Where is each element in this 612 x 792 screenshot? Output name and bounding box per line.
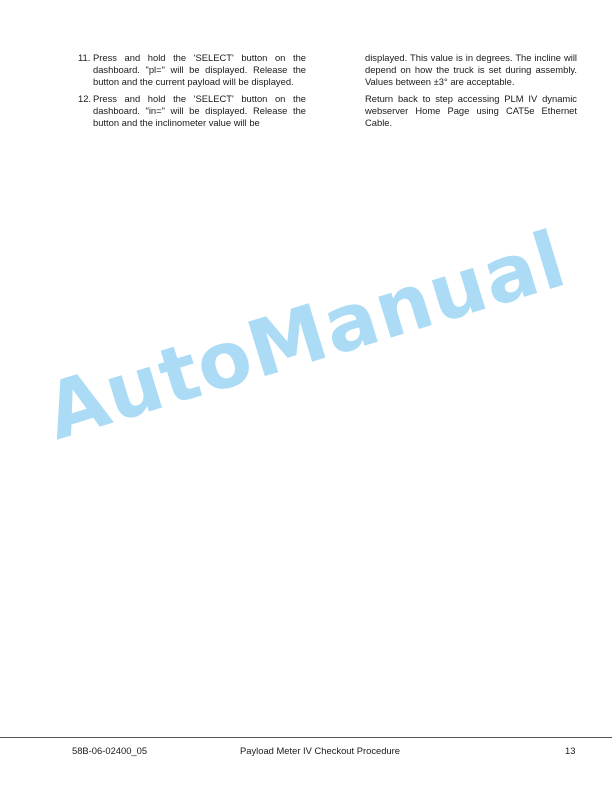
footer-title: Payload Meter IV Checkout Procedure (240, 745, 400, 756)
left-column (78, 52, 306, 135)
footer-doc-number: 58B-06-02400_05 (72, 745, 148, 756)
step-number: 12. (78, 93, 92, 105)
step-number: 11. (78, 52, 91, 63)
watermark: AutoManual (35, 214, 576, 458)
procedure-step-11 (78, 52, 306, 87)
step-text: Press and hold the 'SELECT' button on the dashboard. "pl=" will be displayed. Release the button and the current payload will be displayed. (93, 52, 306, 87)
footer-page-number: 13 (565, 745, 576, 756)
procedure-step-12 (78, 93, 306, 128)
footer-divider (0, 737, 612, 738)
return-note: Return back to step accessing PLM IV dynamic webserver Home Page using CAT5e Ethernet Cable. (365, 93, 577, 128)
step-text: Press and hold the 'SELECT' button on the dashboard. "in=" will be displayed. Release the button and the inclinometer value will be (93, 93, 306, 128)
step-12-continuation: displayed. This value is in degrees. The incline will depend on how the truck is set during assembly. Values between ±3° are acceptable. (365, 52, 577, 87)
right-column (365, 52, 577, 135)
